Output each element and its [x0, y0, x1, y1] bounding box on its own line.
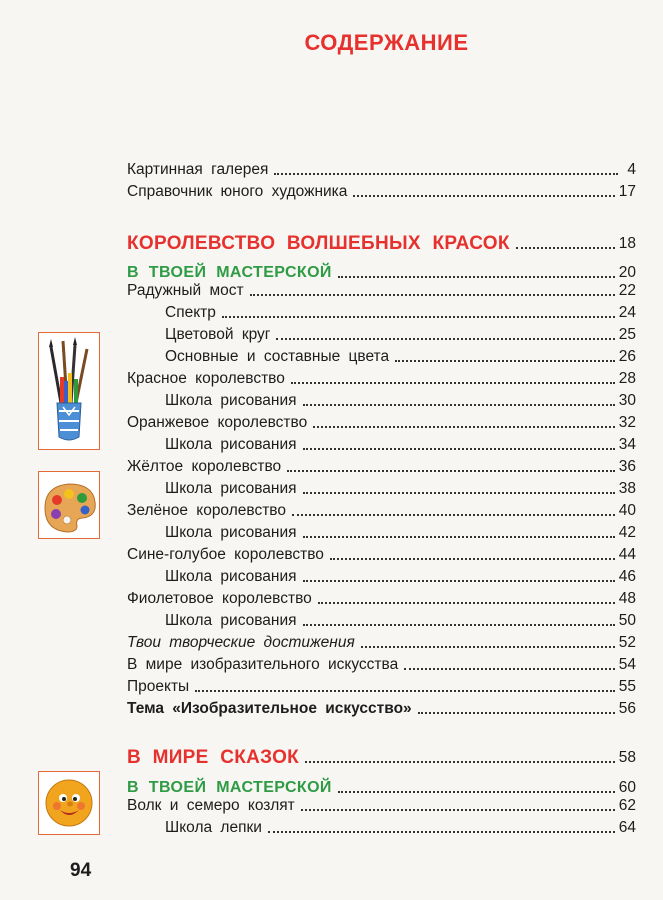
toc-entry — [165, 476, 636, 498]
toc-entry — [127, 179, 636, 201]
toc-entry — [127, 454, 636, 476]
kolobok-picture — [38, 771, 100, 835]
toc-entry-page-number: 62 — [618, 797, 636, 814]
toc-entry-page-number: 42 — [618, 524, 636, 541]
toc-entry — [165, 344, 636, 366]
dot-leader — [268, 830, 615, 833]
toc-entry — [127, 498, 636, 520]
dot-leader — [303, 403, 615, 406]
toc-entry-title: Проекты — [127, 678, 190, 695]
toc-entry-title: КОРОЛЕВСТВО ВОЛШЕБНЫХ КРАСОК — [127, 233, 510, 254]
toc-entry-page-number: 56 — [618, 700, 636, 717]
toc-entry-title: Школа рисования — [165, 436, 297, 453]
dot-leader — [276, 337, 614, 340]
toc-entry-page-number: 18 — [618, 235, 636, 252]
toc-entry — [165, 388, 636, 410]
dot-leader — [516, 246, 615, 249]
toc-entry — [165, 520, 636, 542]
toc-entry — [165, 322, 636, 344]
toc-entry-title: Спектр — [165, 304, 216, 321]
dot-leader — [291, 381, 615, 384]
palette-icon — [39, 472, 99, 538]
page-title: СОДЕРЖАНИЕ — [304, 30, 469, 55]
toc-entry-title: В ТВОЕЙ МАСТЕРСКОЙ — [127, 779, 332, 796]
toc-entry-page-number: 40 — [618, 502, 636, 519]
toc-entry-title: Волк и семеро козлят — [127, 797, 295, 814]
dot-leader — [222, 315, 615, 318]
dot-leader — [301, 808, 615, 811]
dot-leader — [313, 425, 615, 428]
toc-entry-title: Радужный мост — [127, 282, 244, 299]
dot-leader — [418, 711, 615, 714]
toc-entry — [127, 227, 636, 253]
dot-leader — [303, 623, 615, 626]
dot-leader — [330, 557, 615, 560]
toc-entry-page-number: 50 — [618, 612, 636, 629]
dot-leader — [305, 760, 615, 763]
toc-entry-title: Школа рисования — [165, 392, 297, 409]
page-number: 94 — [70, 860, 92, 881]
toc-entry-title: Школа рисования — [165, 612, 297, 629]
toc-entry-page-number: 28 — [618, 370, 636, 387]
dot-leader — [404, 667, 615, 670]
toc-entry-page-number: 46 — [618, 568, 636, 585]
toc-entry-page-number: 48 — [618, 590, 636, 607]
toc-entry — [127, 410, 636, 432]
toc-entry — [127, 674, 636, 696]
toc-entry — [165, 564, 636, 586]
toc-entry — [127, 793, 636, 815]
toc-entry — [127, 630, 636, 652]
dot-leader — [195, 689, 615, 692]
toc-entry-title: Справочник юного художника — [127, 183, 348, 200]
dot-leader — [303, 447, 615, 450]
dot-leader — [361, 645, 615, 648]
toc-entry-title: Красное королевство — [127, 370, 285, 387]
toc-entry-page-number: 55 — [618, 678, 636, 695]
toc-entry — [165, 815, 636, 837]
pencil-cup-icon — [39, 333, 99, 449]
toc-entry-page-number: 38 — [618, 480, 636, 497]
toc-entry-title: Жёлтое королевство — [127, 458, 282, 475]
toc-entry-title: Твои творческие достижения — [127, 634, 355, 651]
dot-leader — [274, 172, 618, 175]
toc-entry-page-number: 32 — [618, 414, 636, 431]
dot-leader — [303, 535, 615, 538]
toc-entry — [127, 366, 636, 388]
toc-entry-title: Картинная галерея — [127, 161, 269, 178]
toc-entry-page-number: 24 — [618, 304, 636, 321]
toc-entry-title: Школа рисования — [165, 480, 297, 497]
palette-picture — [38, 471, 100, 539]
toc-entry — [127, 741, 636, 767]
toc-entry-title: Фиолетовое королевство — [127, 590, 312, 607]
toc-entry-page-number: 64 — [618, 819, 636, 836]
dot-leader — [292, 513, 615, 516]
toc-entry — [127, 157, 636, 179]
toc-entry — [127, 652, 636, 674]
toc-entry-page-number: 54 — [618, 656, 636, 673]
toc-entry-page-number: 58 — [618, 749, 636, 766]
toc-entry-title: В ТВОЕЙ МАСТЕРСКОЙ — [127, 264, 332, 281]
dot-leader — [250, 293, 615, 296]
dot-leader — [303, 491, 615, 494]
dot-leader — [395, 359, 615, 362]
toc-entry-page-number: 25 — [618, 326, 636, 343]
toc-entry-title: Основные и составные цвета — [165, 348, 390, 365]
toc-entry-page-number: 20 — [618, 264, 636, 281]
toc-entry-page-number: 30 — [618, 392, 636, 409]
toc-entry-page-number: 44 — [618, 546, 636, 563]
toc-entry-title: Школа рисования — [165, 568, 297, 585]
dot-leader — [287, 469, 615, 472]
toc-entry-title: Зелёное королевство — [127, 502, 286, 519]
toc-entry — [165, 300, 636, 322]
toc-entry-page-number: 26 — [618, 348, 636, 365]
toc-entry — [127, 542, 636, 564]
toc-entry-title: Сине-голубое королевство — [127, 546, 324, 563]
dot-leader — [353, 194, 614, 197]
toc-entry-title: Школа рисования — [165, 524, 297, 541]
dot-leader — [303, 579, 615, 582]
pencil-cup-picture — [38, 332, 100, 450]
toc-entry-title: Цветовой круг — [165, 326, 271, 343]
toc-entry-title: Тема «Изобразительное искусство» — [127, 700, 412, 717]
toc-entry — [127, 586, 636, 608]
toc-entry — [127, 278, 636, 300]
toc-entry — [165, 432, 636, 454]
toc-entry-page-number: 36 — [618, 458, 636, 475]
dot-leader — [318, 601, 615, 604]
toc-entry-page-number: 22 — [618, 282, 636, 299]
toc-entry-title: В МИРЕ СКАЗОК — [127, 747, 300, 768]
toc-entry — [165, 608, 636, 630]
toc-entry-page-number: 17 — [618, 183, 636, 200]
toc-entry-title: Оранжевое королевство — [127, 414, 308, 431]
kolobok-icon — [39, 772, 99, 834]
toc-entry-page-number: 60 — [618, 779, 636, 796]
toc-entry-page-number: 34 — [618, 436, 636, 453]
toc-entry-title: Школа лепки — [165, 819, 262, 836]
toc-entry-page-number: 4 — [627, 161, 636, 178]
toc-entry-page-number: 52 — [618, 634, 636, 651]
toc-entry — [127, 696, 636, 718]
toc-entry-title: В мире изобразительного искусства — [127, 656, 399, 673]
